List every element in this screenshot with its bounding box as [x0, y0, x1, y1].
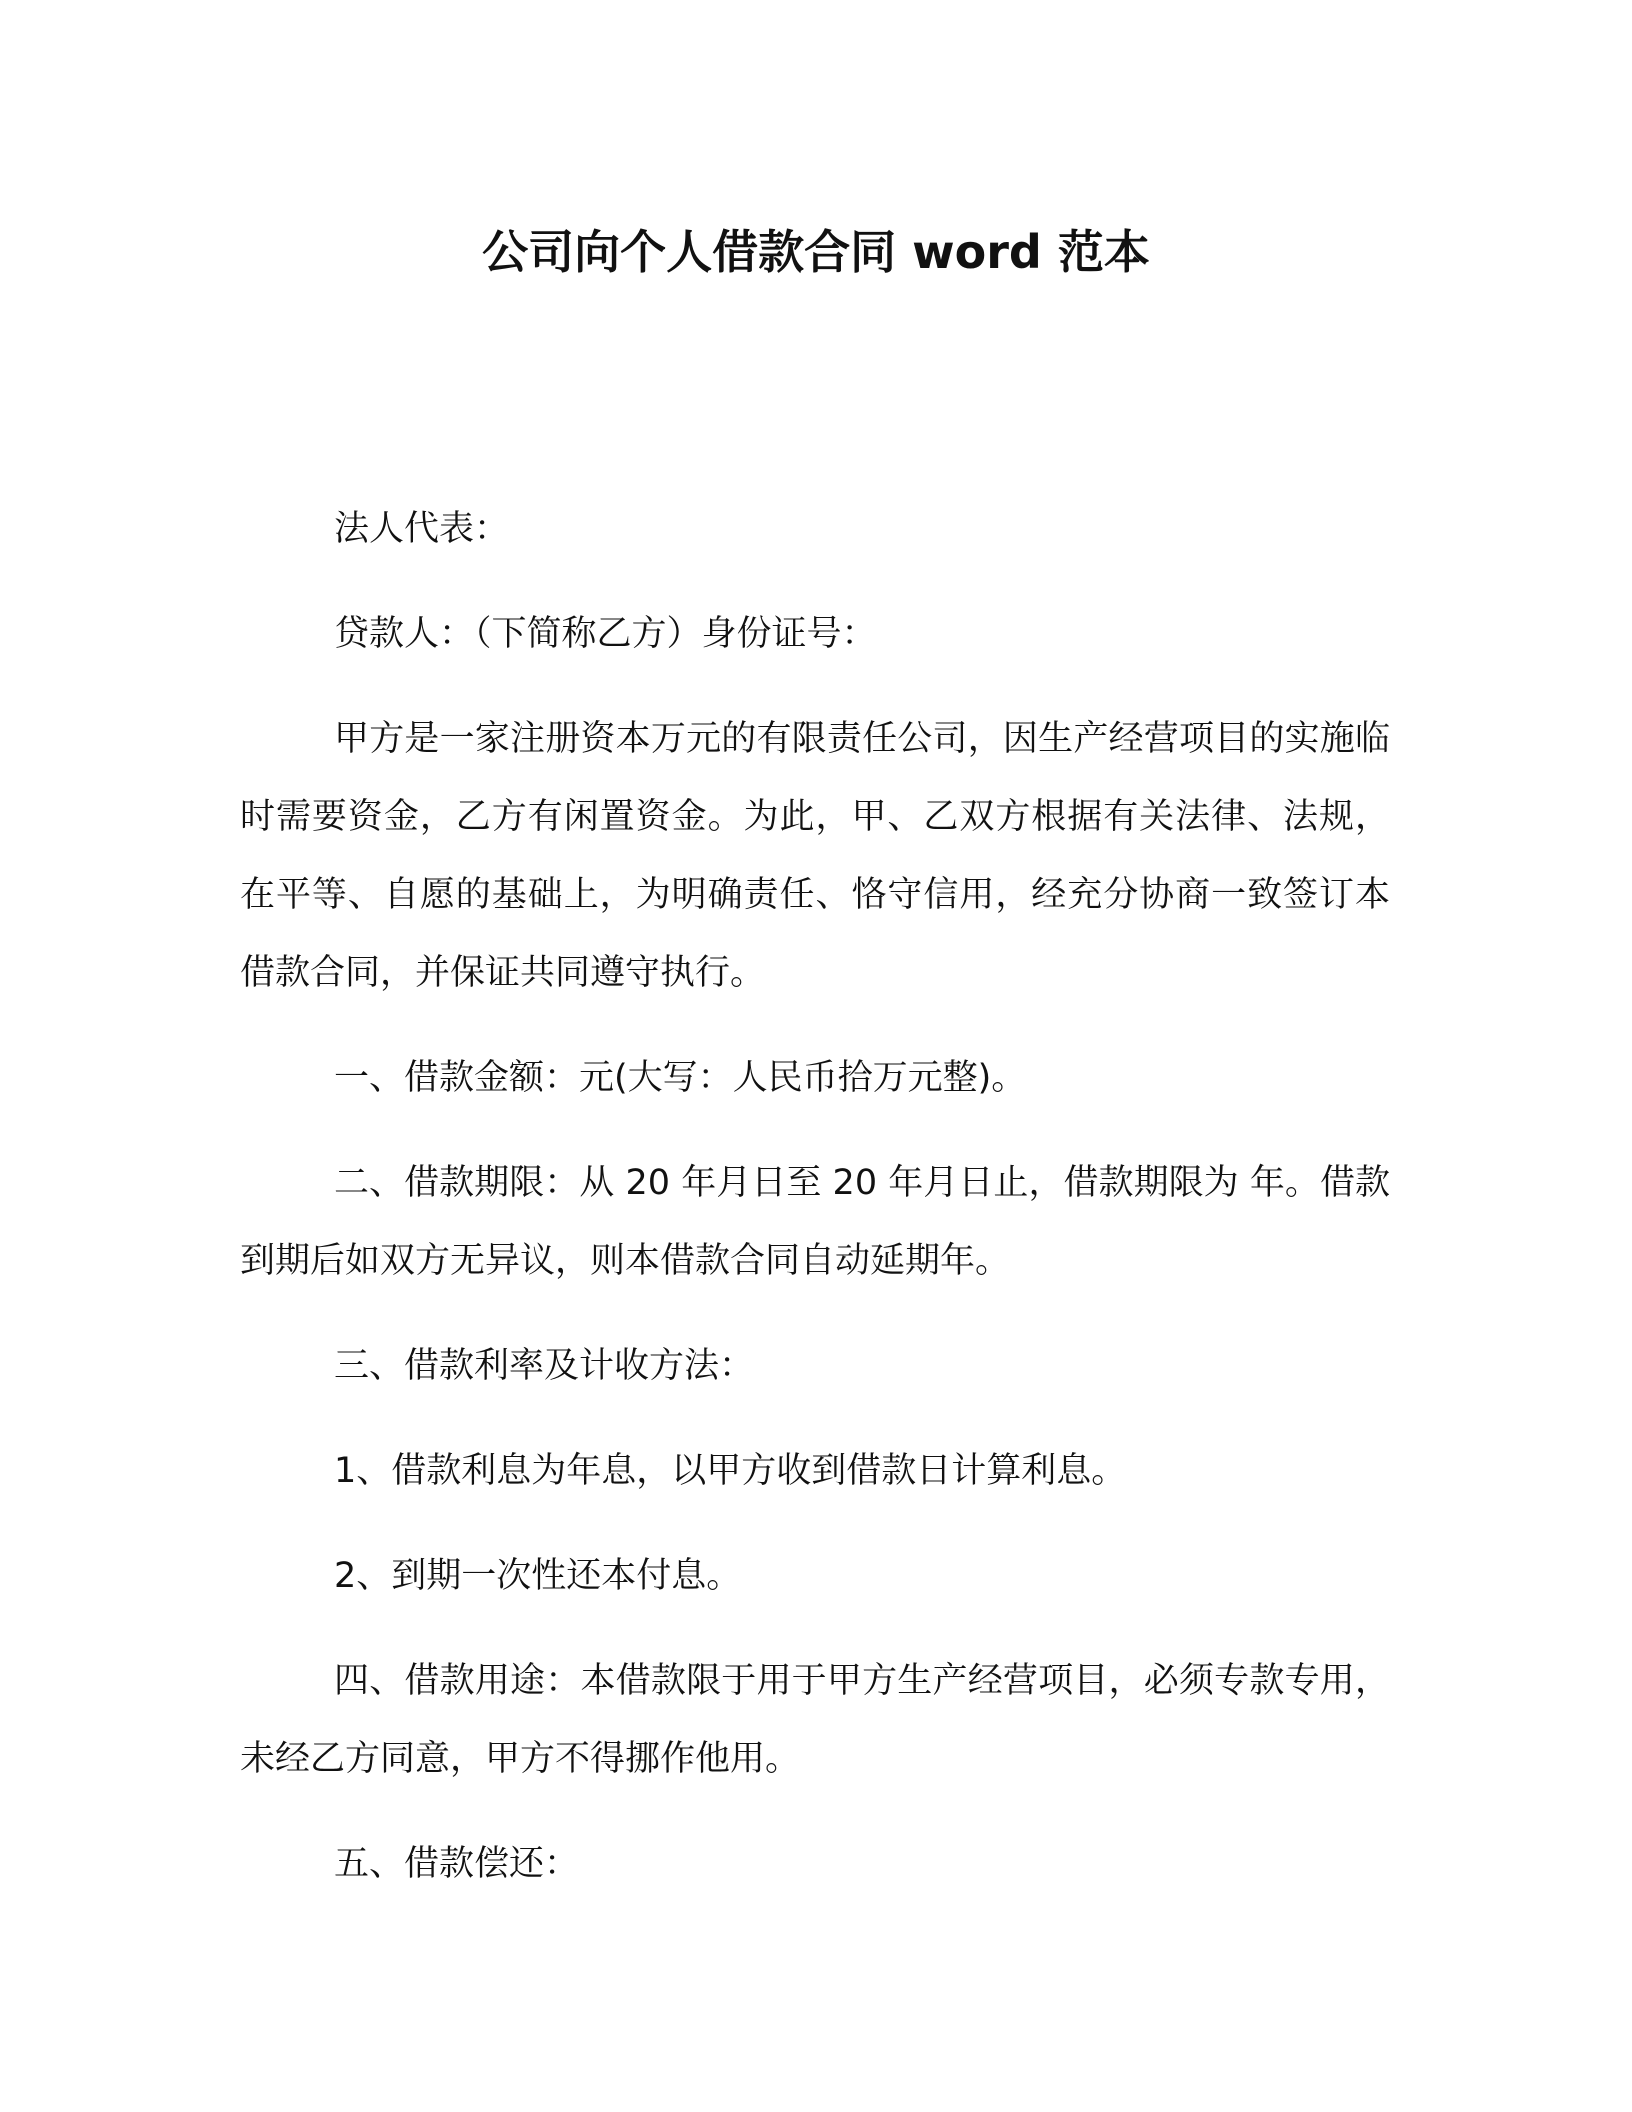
paragraph-interest-item-1: 1、借款利息为年息，以甲方收到借款日计算利息。: [334, 1451, 1127, 1491]
paragraph-repayment-heading: 五、借款偿还：: [334, 1844, 580, 1884]
paragraph-preamble: 甲方是一家注册资本万元的有限责任公司，因生产经营项目的实施临时需要资金，乙方有闲置资金。为此，甲、乙双方根据有关法律、法规，在平等、自愿的基础上，为明确责任、恪守信用，经充分协商一致签订本借款合同，并保证共同遵守执行。: [240, 719, 1390, 993]
paragraph-loan-purpose: 四、借款用途：本借款限于用于甲方生产经营项目，必须专款专用，未经乙方同意，甲方不得挪作他用。: [240, 1661, 1390, 1779]
document-body: [240, 490, 1390, 1930]
paragraph-lender: 贷款人：（下简称乙方）身份证号：: [334, 614, 877, 654]
paragraph-loan-amount: 一、借款金额：元(大写：人民币拾万元整)。: [334, 1058, 1027, 1098]
paragraph-legal-representative: 法人代表：: [334, 509, 510, 549]
paragraph-loan-term: 二、借款期限：从 20 年月日至 20 年月日止，借款期限为 年。借款到期后如双方无异议，则本借款合同自动延期年。: [240, 1163, 1390, 1281]
document-title: 公司向个人借款合同 word 范本: [482, 225, 1150, 279]
paragraph-interest-item-2: 2、到期一次性还本付息。: [334, 1556, 742, 1596]
paragraph-interest-heading: 三、借款利率及计收方法：: [334, 1346, 755, 1386]
